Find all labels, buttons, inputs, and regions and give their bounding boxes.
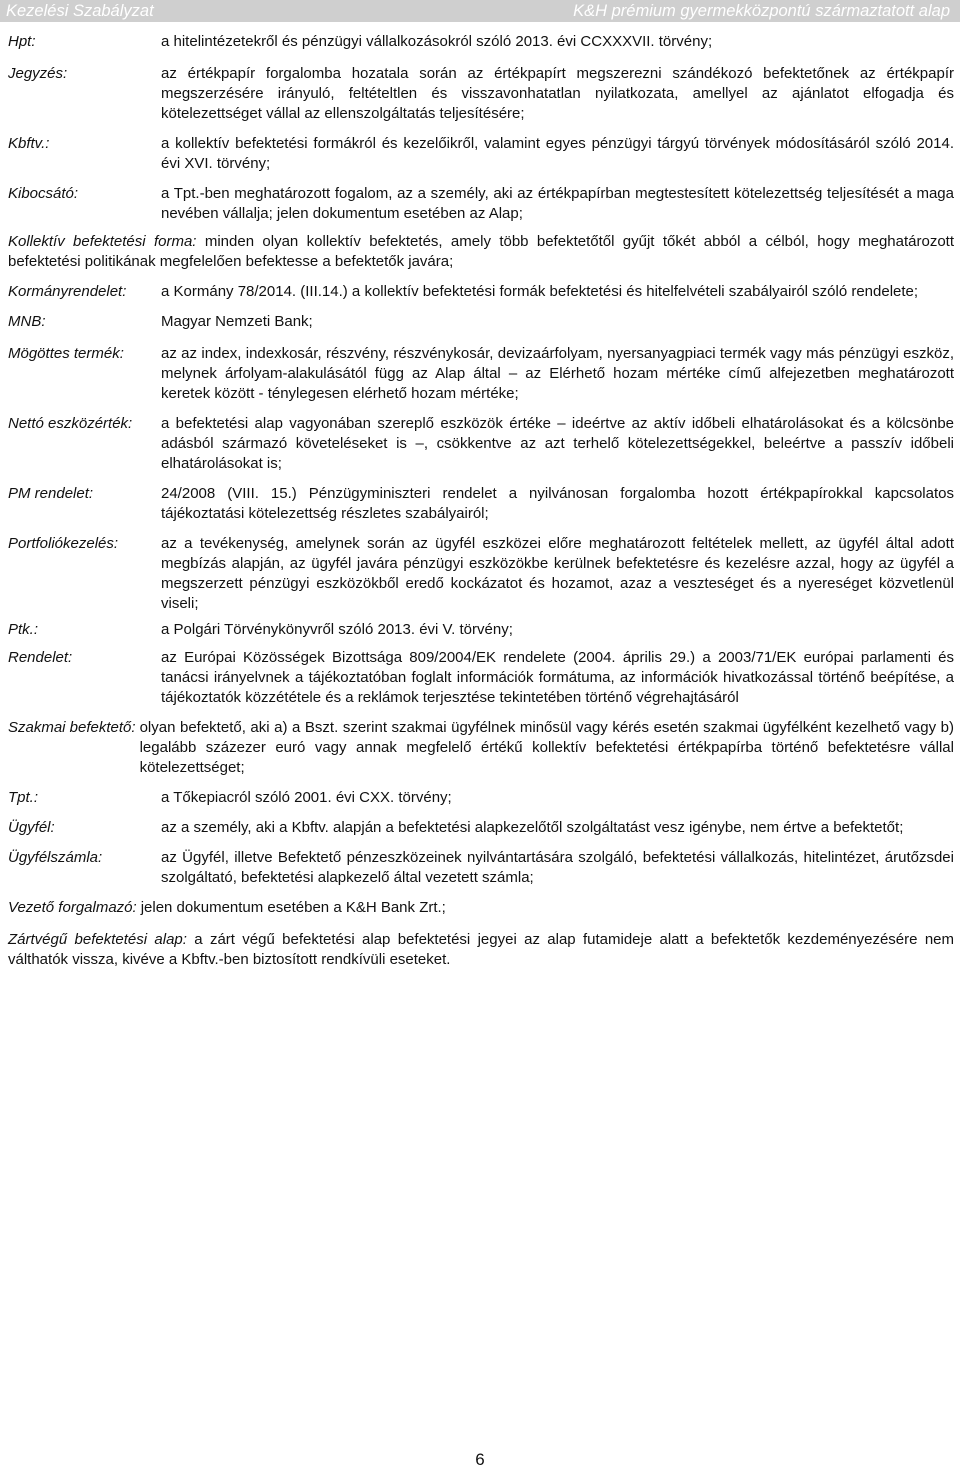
definition-term: Hpt:: [8, 33, 36, 50]
definition-term: Zártvégű befektetési alap:: [8, 931, 187, 948]
definition-entry: [8, 648, 954, 708]
definition-term: Portfoliókezelés:: [8, 535, 119, 552]
header-document-title: Kezelési Szabályzat: [6, 2, 154, 20]
definition-text: a Polgári Törvénykönyvről szóló 2013. évi V. törvény;: [161, 621, 513, 638]
definition-term: Mögöttes termék:: [8, 345, 124, 362]
document-header: [0, 0, 960, 22]
definition-entry: [8, 414, 954, 474]
definition-entry: [8, 184, 954, 224]
definition-term: Kibocsátó:: [8, 185, 79, 202]
definition-entry: [8, 32, 954, 52]
definition-entry: [8, 282, 954, 302]
definition-text: a befektetési alap vagyonában szereplő eszközök értéke – ideértve az aktív időbeli elhatárolásokat és a kölcsönbe adásból származó követeléseket is –, csökkentve az azt terhelő kötelezettségekkel, beleértve a passzív időbeli elhatárolásokat is;: [161, 415, 954, 472]
definition-text: az értékpapír forgalomba hozatala során az értékpapírt megszerezni szándékozó befektetőnek az értékpapír megszerzésére irányuló, feltételtlen és visszavonhatatlan nyilatkozata, amellyel az ajánlatot elfogadja és kötelezettséget vállal az ellenszolgáltatás teljesítésére;: [161, 65, 954, 122]
definition-term: Ptk.:: [8, 621, 39, 638]
definition-term: Tpt.:: [8, 789, 39, 806]
definition-term: Nettó eszközérték:: [8, 415, 133, 432]
definition-entry: [8, 818, 954, 838]
definition-term: Kbftv.:: [8, 135, 50, 152]
definition-term: Vezető forgalmazó:: [8, 899, 137, 916]
definition-text: minden olyan kollektív befektetés, amely több befektetőtől gyűjt tőkét abból a célból, hogy meghatározott befektetési politikának megfelelően befektesse a befektetők javára;: [8, 233, 954, 270]
definition-text: olyan befektető, aki a) a Bszt. szerint szakmai ügyfélnek minősül vagy kérés esetén szakmai ügyfélként kezelhető vagy b) legalább százezer euró vagy annak megfelelő értékű kollektív befektetési értékpapírba történő befektetésre vállal kötelezettséget;: [139, 719, 954, 776]
definition-entry: [8, 232, 954, 272]
definition-term: Szakmai befektető:: [8, 719, 136, 736]
definition-text: az Ügyfél, illetve Befektető pénzeszközeinek nyilvántartására szolgáló, befektetési vállalkozás, hitelintézet, árutőzsdei szolgáltató, befektetési alapkezelő által vezetett számla;: [161, 849, 954, 886]
definition-text: Magyar Nemzeti Bank;: [161, 313, 313, 330]
definition-text: 24/2008 (VIII. 15.) Pénzügyminiszteri rendelet a nyilvánosan forgalomba hozott értékpapírokkal kapcsolatos tájékoztatási kötelezettség részletes szabályairól;: [161, 485, 954, 522]
definition-text: a zárt végű befektetési alap befektetési jegyei az alap futamideje alatt a befektetők kezdeményezésére nem válthatók vissza, kivéve a Kbftv.-ben biztosított rendkívüli eseteket.: [8, 931, 955, 968]
definition-term: Kormányrendelet:: [8, 283, 127, 300]
definitions-list: [8, 32, 954, 970]
definition-entry: [8, 930, 954, 970]
definition-term: Ügyfélszámla:: [8, 849, 103, 866]
definition-entry: [8, 620, 954, 640]
definition-text: az Európai Közösségek Bizottsága 809/2004/EK rendelete (2004. április 29.) a 2003/71/EK európai parlamenti és tanácsi irányelvnek a tájékoztatóban foglalt információk formátuma, az információk hivatkozással történő beépítése, a tájékoztatók közzététele és a reklámok terjesztése tekintetében történő végrehajtásáról: [161, 649, 954, 706]
definition-text: az az index, indexkosár, részvény, részvénykosár, devizaárfolyam, nyersanyagpiaci termék vagy más pénzügyi eszköz, melynek árfolyam-alakulásától függ az Alap által – az Elérhető hozam mértéke című alfejezetben meghatározott keretek között - ténylegesen elérhető hozam mértéke;: [161, 345, 954, 402]
definition-term: MNB:: [8, 313, 46, 330]
definition-text: a Tőkepiacról szóló 2001. évi CXX. törvény;: [161, 789, 452, 806]
definition-term: Jegyzés:: [8, 65, 68, 82]
definition-text: az a tevékenység, amelynek során az ügyfél eszközei előre meghatározott feltételek mellett, az ügyfél által adott megbízás alapján, az ügyfél javára pénzügyi eszközökbe kerülnek befektetésre és kezelésre azzal, hogy az ügyfél a megszerzett pénzügyi eszközökből eredő kockázatot és hozamot, azaz a veszteséget és a nyereséget közvetlenül viseli;: [161, 535, 954, 612]
definition-entry: [8, 848, 954, 888]
definition-entry: [8, 64, 954, 124]
definition-term: PM rendelet:: [8, 485, 94, 502]
definition-text: a Kormány 78/2014. (III.14.) a kollektív befektetési formák befektetési és hitelfelvételi szabályairól szóló rendelete;: [161, 283, 919, 300]
definition-entry: [8, 312, 954, 332]
definition-entry: [8, 534, 954, 614]
definition-text: az a személy, aki a Kbftv. alapján a befektetési alapkezelőtől szolgáltatást vesz igénybe, nem értve a befektetőt;: [161, 819, 904, 836]
definition-entry: [8, 788, 954, 808]
definition-entry: [8, 718, 954, 778]
definition-entry: [8, 344, 954, 404]
definition-term: Ügyfél:: [8, 819, 55, 836]
definition-text: a hitelintézetekről és pénzügyi vállalkozásokról szóló 2013. évi CCXXXVII. törvény;: [161, 33, 713, 50]
definition-text: jelen dokumentum esetében a K&H Bank Zrt.;: [140, 899, 446, 916]
page-number: 6: [475, 1450, 485, 1469]
definition-entry: [8, 484, 954, 524]
definition-entry: [8, 898, 954, 918]
definition-text: a kollektív befektetési formákról és kezelőikről, valamint egyes pénzügyi tárgyú törvények módosításáról szóló 2014. évi XVI. törvény;: [161, 135, 954, 172]
definition-term: Kollektív befektetési forma:: [8, 233, 197, 250]
definition-entry: [8, 134, 954, 174]
definition-text: a Tpt.-ben meghatározott fogalom, az a személy, aki az értékpapírban megtestesített kötelezettség teljesítését a maga nevében vállalja; jelen dokumentum esetében az Alap;: [161, 185, 954, 222]
definition-term: Rendelet:: [8, 649, 73, 666]
header-fund-name: K&H prémium gyermekközpontú származtatott alap: [573, 2, 950, 20]
